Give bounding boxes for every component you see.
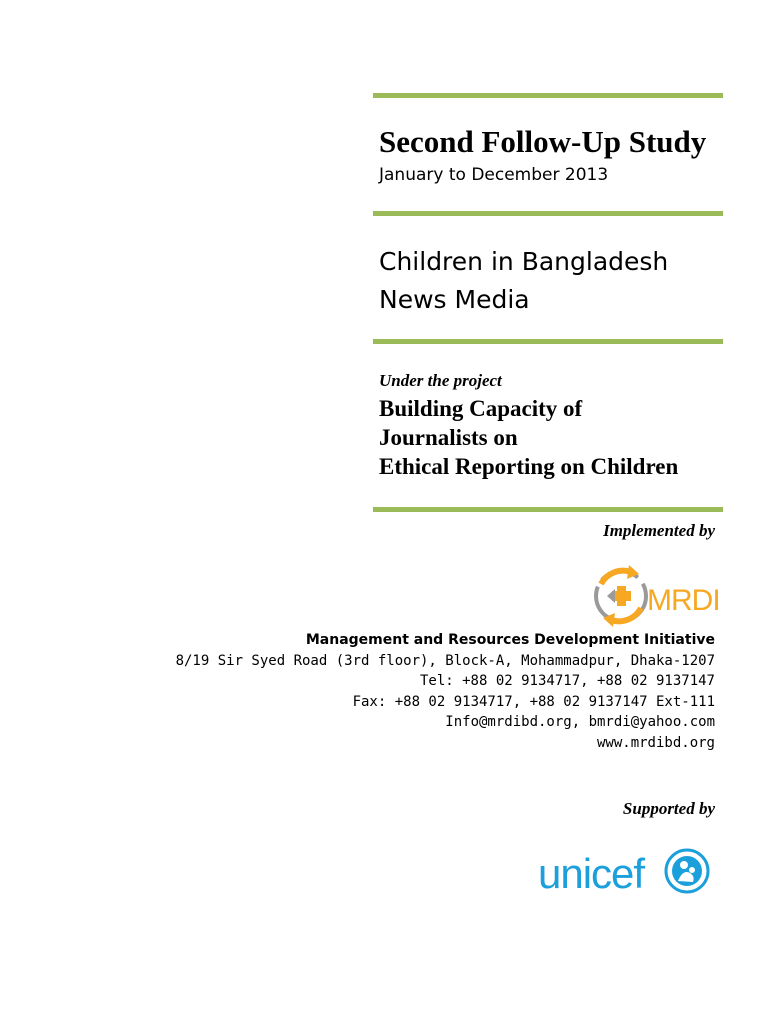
study-title: Second Follow-Up Study	[379, 124, 707, 159]
mrdi-logo-text: MRDI	[647, 584, 720, 617]
project-name	[379, 394, 678, 481]
report-title-line: Children in Bangladesh	[379, 247, 669, 276]
project-name-line: Journalists on	[379, 425, 518, 450]
supported-by-label: Supported by	[622, 799, 715, 818]
divider-rule-4	[373, 507, 723, 512]
project-name-line: Ethical Reporting on Children	[379, 454, 679, 479]
unicef-logo	[538, 846, 713, 898]
implemented-by-label: Implemented by	[603, 521, 715, 540]
telephone: Tel: +88 02 9134717, +88 02 9137147	[419, 673, 715, 689]
mrdi-emblem-icon	[596, 565, 646, 627]
address: 8/19 Sir Syed Road (3rd floor), Block-A, Mohammadpur, Dhaka-1207	[175, 652, 715, 669]
unicef-logo-text: unicef	[538, 850, 645, 897]
email: Info@mrdibd.org, bmrdi@yahoo.com	[445, 714, 715, 730]
report-title-line: News Media	[379, 285, 530, 314]
mrdi-logo	[591, 562, 721, 630]
divider-rule-2	[373, 211, 723, 216]
project-name-line: Building Capacity of	[379, 396, 583, 421]
organization-name: Management and Resources Development Initiative	[305, 632, 715, 648]
project-intro: Under the project	[379, 371, 502, 390]
study-period: January to December 2013	[379, 165, 609, 185]
unicef-emblem-icon	[666, 850, 709, 892]
contact-block	[176, 630, 715, 753]
fax: Fax: +88 02 9134717, +88 02 9137147 Ext-111	[352, 693, 715, 710]
report-title	[379, 243, 668, 319]
website: www.mrdibd.org	[596, 734, 715, 751]
divider-rule-1	[373, 93, 723, 98]
divider-rule-3	[373, 339, 723, 344]
